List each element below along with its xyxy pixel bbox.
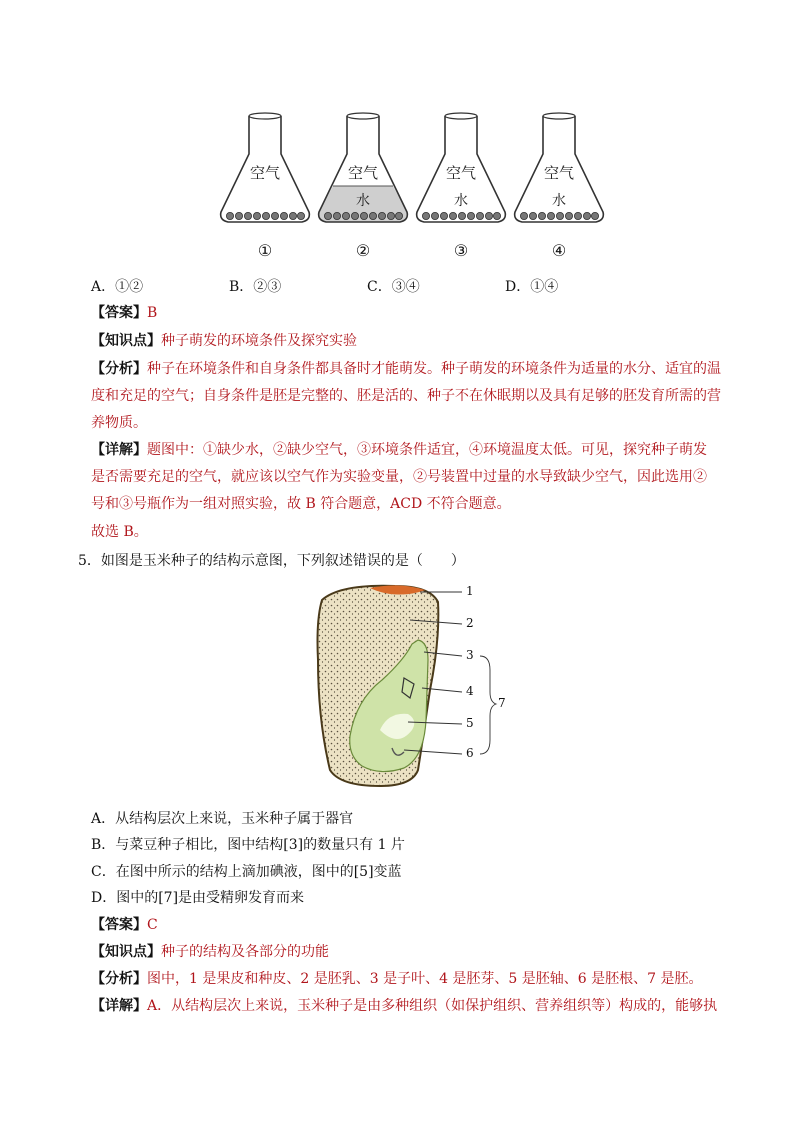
q4-choice-d: D．①④ xyxy=(505,279,559,295)
q5-detail xyxy=(91,996,717,1016)
q4-choice-a: A．①② xyxy=(91,279,144,295)
q5-option-c: C．在图中所示的结构上滴加碘液，图中的[5]变蓝 xyxy=(91,864,402,880)
flask-2 xyxy=(316,112,410,262)
q4-conclusion: 故选 B。 xyxy=(91,524,148,540)
answer-tag: 【答案】 xyxy=(91,917,147,933)
flask-4 xyxy=(512,112,606,262)
analysis-text: 图中，1 是果皮和种皮、2 是胚乳、3 是子叶、4 是胚芽、5 是胚轴、6 是胚根、7 是胚。 xyxy=(147,971,703,987)
seed-label-6: 6 xyxy=(466,746,474,760)
flask-3 xyxy=(414,112,508,262)
analysis-text: 种子在环境条件和自身条件都具备时才能萌发。种子萌发的环境条件为适量的水分、适宜的温 xyxy=(147,361,721,377)
detail-tag: 【详解】 xyxy=(91,442,147,458)
seed-label-5: 5 xyxy=(466,716,474,730)
flask-1-air-label: 空气 xyxy=(249,164,280,182)
seed-label-1: 1 xyxy=(466,584,474,598)
q4-detail-line-2: 是否需要充足的空气，就应该以空气作为实验变量，②号装置中过量的水导致缺少空气，因此选用② xyxy=(91,469,707,485)
flask-1 xyxy=(218,112,312,262)
flask-2-air-label: 空气 xyxy=(347,164,378,182)
analysis-tag: 【分析】 xyxy=(91,971,147,987)
flask-4-number: ④ xyxy=(551,241,567,260)
seed-label-2: 2 xyxy=(466,616,474,630)
q4-analysis-line-1 xyxy=(91,359,721,379)
kp-value: 种子的结构及各部分的功能 xyxy=(161,944,329,960)
q5-option-d: D．图中的[7]是由受精卵发育而来 xyxy=(91,890,305,906)
flask-4-water-label: 水 xyxy=(552,193,566,209)
q4-answer xyxy=(91,303,157,323)
q4-analysis-line-3: 养物质。 xyxy=(91,415,147,431)
corn-seed-drawing xyxy=(300,580,510,790)
q4-choice-b: B．②③ xyxy=(229,279,282,295)
answer-tag: 【答案】 xyxy=(91,305,147,321)
flask-figure xyxy=(218,112,608,262)
flask-3-air-label: 空气 xyxy=(445,164,476,182)
flask-2-water-label: 水 xyxy=(356,193,370,209)
flask-1-number: ① xyxy=(257,241,273,260)
seed-label-7: 7 xyxy=(498,696,506,710)
detail-text: A．从结构层次上来说，玉米种子是由多种组织（如保护组织、营养组织等）构成的，能够执 xyxy=(147,998,718,1014)
q4-detail-line-1 xyxy=(91,440,707,460)
kp-tag: 【知识点】 xyxy=(91,333,161,349)
q4-choice-c: C．③④ xyxy=(367,279,420,295)
q4-analysis-line-2: 度和充足的空气；自身条件是胚是完整的、胚是活的、种子不在休眠期以及具有足够的胚发育所需的营 xyxy=(91,388,721,404)
q5-analysis xyxy=(91,969,703,989)
seed-label-3: 3 xyxy=(466,648,474,662)
detail-text: 题图中：①缺少水，②缺少空气，③环境条件适宜，④环境温度太低。可见，探究种子萌发 xyxy=(147,442,707,458)
q4-detail-line-3: 号和③号瓶作为一组对照实验，故 B 符合题意，ACD 不符合题意。 xyxy=(91,496,511,512)
q5-stem: 5．如图是玉米种子的结构示意图，下列叙述错误的是（ ） xyxy=(78,553,465,569)
answer-value: B xyxy=(147,305,158,321)
kp-tag: 【知识点】 xyxy=(91,944,161,960)
q4-choices xyxy=(91,277,643,297)
flask-2-number: ② xyxy=(355,241,371,260)
answer-value: C xyxy=(147,917,158,933)
flask-4-air-label: 空气 xyxy=(543,164,574,182)
q5-knowledge-point xyxy=(91,942,329,962)
flask-3-water-label: 水 xyxy=(454,193,468,209)
corn-seed-diagram xyxy=(300,580,510,790)
q5-option-b: B．与菜豆种子相比，图中结构[3]的数量只有 1 片 xyxy=(91,837,405,853)
q4-knowledge-point xyxy=(91,331,357,351)
q5-option-a: A．从结构层次上来说，玉米种子属于器官 xyxy=(91,811,354,827)
detail-tag: 【详解】 xyxy=(91,998,147,1014)
q5-answer xyxy=(91,915,158,935)
analysis-tag: 【分析】 xyxy=(91,361,147,377)
seed-label-4: 4 xyxy=(466,684,474,698)
kp-value: 种子萌发的环境条件及探究实验 xyxy=(161,333,357,349)
flask-3-number: ③ xyxy=(453,241,469,260)
